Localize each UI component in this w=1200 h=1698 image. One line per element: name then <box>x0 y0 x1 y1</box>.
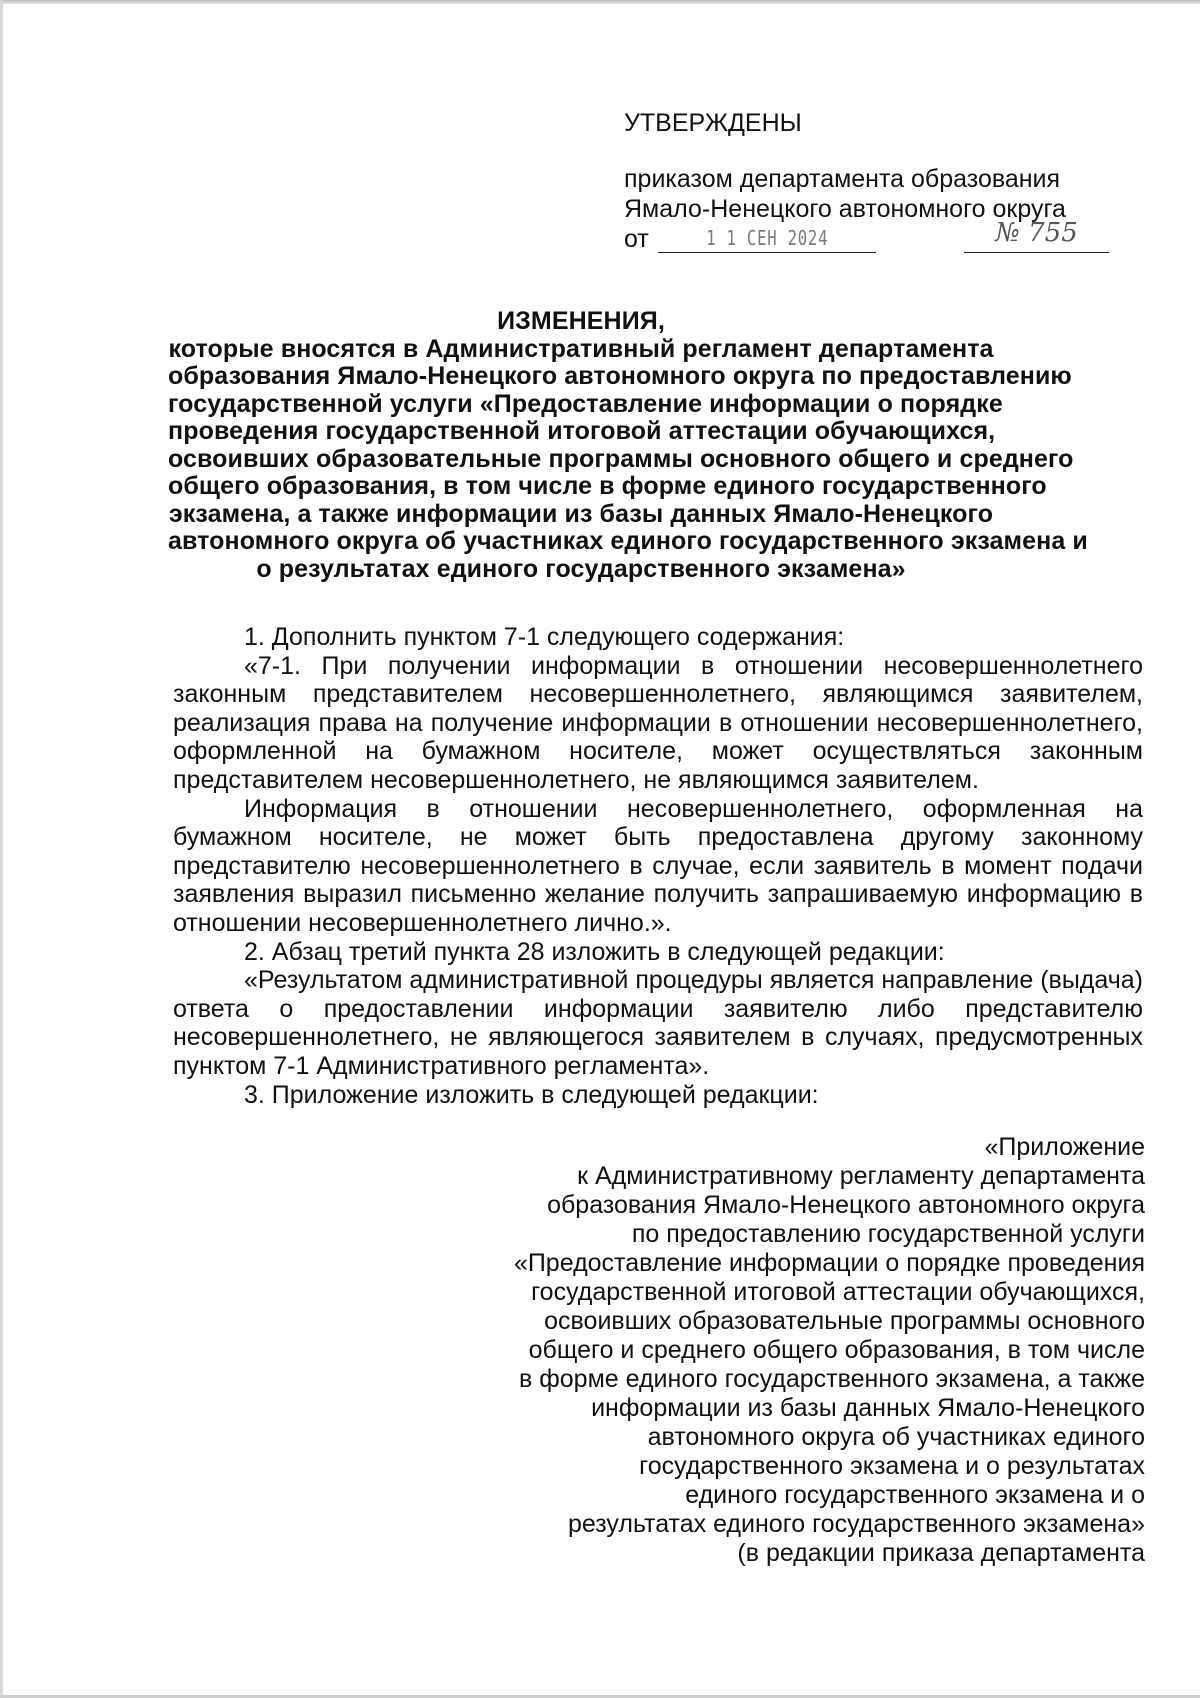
appendix-heading <box>425 1133 1145 1568</box>
appendix-line: к Административному регламенту департамента <box>577 1162 1145 1190</box>
heading-line: общего образования, в том числе в форме единого государственного <box>168 472 1047 500</box>
heading-line: экзамена, а также информации из базы данных Ямало-Ненецкого <box>168 499 994 528</box>
paragraph-item-1: 1. Дополнить пунктом 7-1 следующего содержания: <box>244 623 845 651</box>
appendix-line: «Предоставление информации о порядке проведения <box>513 1249 1145 1277</box>
appendix-line: единого государственного экзамена и о <box>685 1481 1145 1509</box>
appendix-line: по предоставлению государственной услуги <box>631 1220 1145 1248</box>
order-line-2: Ямало-Ненецкого автономного округа <box>624 195 1066 223</box>
approved-title: УТВЕРЖДЕНЫ <box>624 109 802 137</box>
scan-edge-left <box>0 0 3 1698</box>
heading-title: ИЗМЕНЕНИЯ, <box>497 307 665 335</box>
appendix-line: освоивших образовательные программы основного <box>544 1307 1145 1335</box>
appendix-line: информации из базы данных Ямало-Ненецкого <box>591 1394 1145 1422</box>
order-number: № 755 <box>995 218 1078 248</box>
scan-edge-top <box>0 0 1200 4</box>
approval-block <box>624 108 1078 258</box>
heading-line: которые вносятся в Административный регламент департамента <box>168 334 994 363</box>
paragraph-item-2: 2. Абзац третий пункта 28 изложить в следующей редакции: <box>244 937 945 966</box>
date-prefix: от <box>624 225 649 253</box>
document-body <box>173 623 1143 1109</box>
appendix-line: в форме единого государственного экзамена, а также <box>518 1365 1145 1393</box>
appendix-line: государственной итоговой аттестации обучающихся, <box>531 1278 1145 1306</box>
paragraph-7-1-text: «7-1. При получении информации в отношении несовершеннолетнего законным представителем несовершеннолетнего, являющимся заявителем, реализация права на получение информации в отношении несовершеннолетнего, оформленной на бумажном носителе, может осуществляться законным представителем несовершеннолетнего, не являющимся заявителем. <box>173 651 1143 794</box>
appendix-line: общего и среднего общего образования, в том числе <box>528 1336 1145 1364</box>
date-stamp: 1 1 СЕН 2024 <box>705 226 829 250</box>
order-number-field <box>964 218 1109 253</box>
heading-line: государственной услуги «Предоставление информации о порядке <box>168 389 1003 418</box>
heading-line: о результатах единого государственного экзамена» <box>256 554 906 583</box>
appendix-line: образования Ямало-Ненецкого автономного округа <box>547 1191 1145 1219</box>
heading-line: образования Ямало-Ненецкого автономного округа по предоставлению <box>168 362 1072 390</box>
appendix-line: «Приложение <box>984 1133 1145 1161</box>
order-line-1: приказом департамента образования <box>624 165 1061 193</box>
document-heading <box>168 307 1088 583</box>
appendix-line: государственного экзамена и о результатах <box>639 1452 1145 1480</box>
appendix-line: результатах единого государственного экзамена» <box>567 1510 1145 1538</box>
appendix-line: автономного округа об участниках единого <box>647 1423 1145 1451</box>
paragraph-result-text: «Результатом административной процедуры является направление (выдача) ответа о предоставлении информации заявителю либо представителю несовершеннолетнего, не являющегося заявителем в случаях, предусмотренных пунктом 7-1 Административного регламента». <box>173 966 1143 1080</box>
heading-line: автономного округа об участниках единого государственного экзамена и <box>168 527 1088 555</box>
heading-line: освоивших образовательные программы основного общего и среднего <box>168 444 1074 473</box>
date-number-row <box>624 218 1078 258</box>
paragraph-information-text: Информация в отношении несовершеннолетнего, оформленная на бумажном носителе, не может быть предоставлена другому законному представителю несовершеннолетнего в случае, если заявитель в момент подачи заявления выразил письменно желание получить запрашиваемую информацию в отношении несовершеннолетнего лично.». <box>173 794 1143 937</box>
heading-line: проведения государственной итоговой аттестации обучающихся, <box>168 417 996 445</box>
appendix-line: (в редакции приказа департамента <box>737 1539 1145 1567</box>
date-field <box>658 226 876 253</box>
paragraph-item-3: 3. Приложение изложить в следующей редакции: <box>244 1080 819 1109</box>
